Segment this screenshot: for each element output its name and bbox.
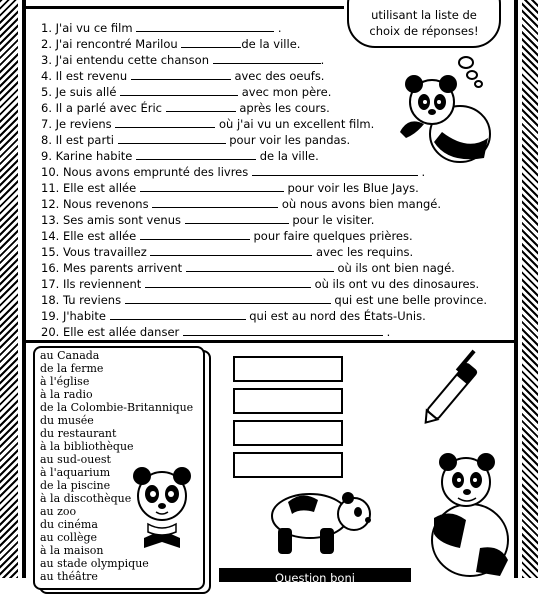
question-11: 11. Elle est allée pour voir les Blue Jays. <box>41 181 419 195</box>
question-17: 17. Ils reviennent où ils ont vu des dinosaures. <box>41 277 480 291</box>
question-18: 18. Tu reviens qui est une belle province. <box>41 293 488 307</box>
question-4: 4. Il est revenu avec des oeufs. <box>41 69 325 83</box>
choice-item: de la ferme <box>40 362 104 375</box>
choice-item: à la bibliothèque <box>40 440 134 453</box>
answer-blank[interactable] <box>186 260 334 272</box>
choice-item: au théâtre <box>40 570 98 583</box>
answer-blank[interactable] <box>145 276 311 288</box>
instruction-bubble <box>347 0 501 48</box>
question-6: 6. Il a parlé avec Éric après les cours. <box>41 101 330 115</box>
bubble-line-1: utilisant la liste de <box>371 8 477 22</box>
question-2: 2. J'ai rencontré Marilou de la ville. <box>41 37 301 51</box>
top-divider <box>26 6 344 9</box>
question-5: 5. Je suis allé avec mon père. <box>41 85 332 99</box>
answer-blank[interactable] <box>252 164 418 176</box>
answer-blank[interactable] <box>183 324 383 336</box>
bonus-question-banner: Question boni <box>219 568 411 582</box>
answer-blank[interactable] <box>140 228 250 240</box>
choice-item: au collège <box>40 531 98 544</box>
choice-item: au stade olympique <box>40 557 149 570</box>
question-15: 15. Vous travaillez avec les requins. <box>41 245 414 259</box>
right-border-pattern <box>522 0 538 578</box>
choice-item: du cinéma <box>40 518 98 531</box>
bubble-line-2: choix de réponses! <box>369 24 479 38</box>
question-13: 13. Ses amis sont venus pour le visiter. <box>41 213 375 227</box>
left-border-line <box>22 0 26 578</box>
answer-blank[interactable] <box>185 212 289 224</box>
answer-box-3[interactable] <box>233 420 343 446</box>
panda-icon <box>420 448 516 578</box>
answer-box-2[interactable] <box>233 388 343 414</box>
answer-blank[interactable] <box>136 20 274 32</box>
answer-blank[interactable] <box>181 36 241 48</box>
question-9: 9. Karine habite de la ville. <box>41 149 319 163</box>
question-3: 3. J'ai entendu cette chanson . <box>41 53 325 67</box>
choice-item: de la Colombie-Britannique <box>40 401 194 414</box>
question-12: 12. Nous revenons où nous avons bien mangé. <box>41 197 442 211</box>
question-1: 1. J'ai vu ce film . <box>41 21 282 35</box>
question-19: 19. J'habite qui est au nord des États-Unis. <box>41 309 426 323</box>
choice-item: au Canada <box>40 349 100 362</box>
answer-blank[interactable] <box>131 68 231 80</box>
pen-icon <box>410 342 502 434</box>
question-16: 16. Mes parents arrivent où ils ont bien nagé. <box>41 261 455 275</box>
answer-blank[interactable] <box>140 180 284 192</box>
question-8: 8. Il est parti pour voir les pandas. <box>41 133 351 147</box>
answer-blank[interactable] <box>150 244 312 256</box>
answer-blank[interactable] <box>110 308 246 320</box>
bubble-dot <box>458 56 474 69</box>
answer-box-4[interactable] <box>233 452 343 478</box>
choice-item: du musée <box>40 414 94 427</box>
question-14: 14. Elle est allée pour faire quelques prières. <box>41 229 413 243</box>
answer-blank[interactable] <box>136 148 256 160</box>
question-7: 7. Je reviens où j'ai vu un excellent film. <box>41 117 375 131</box>
choice-item: au sud-ouest <box>40 453 111 466</box>
choice-item: à la maison <box>40 544 104 557</box>
panda-icon <box>130 466 194 552</box>
answer-blank[interactable] <box>213 52 321 64</box>
choice-item: au zoo <box>40 505 77 518</box>
panda-icon <box>398 72 494 164</box>
question-20: 20. Elle est allée danser . <box>41 325 391 339</box>
answer-blank[interactable] <box>152 196 278 208</box>
choice-item: à l'aquarium <box>40 466 111 479</box>
choice-item: à l'église <box>40 375 90 388</box>
answer-blank[interactable] <box>125 292 331 304</box>
left-border-pattern <box>0 0 18 578</box>
choice-item: à la radio <box>40 388 93 401</box>
answer-blank[interactable] <box>115 116 215 128</box>
answer-blank[interactable] <box>118 132 226 144</box>
choice-item: de la piscine <box>40 479 111 492</box>
choice-item: à la discothèque <box>40 492 132 505</box>
panda-icon <box>262 482 374 558</box>
answer-blank[interactable] <box>120 84 238 96</box>
answer-box-1[interactable] <box>233 356 343 382</box>
question-10: 10. Nous avons emprunté des livres . <box>41 165 426 179</box>
answer-blank[interactable] <box>166 100 236 112</box>
choice-item: du restaurant <box>40 427 117 440</box>
